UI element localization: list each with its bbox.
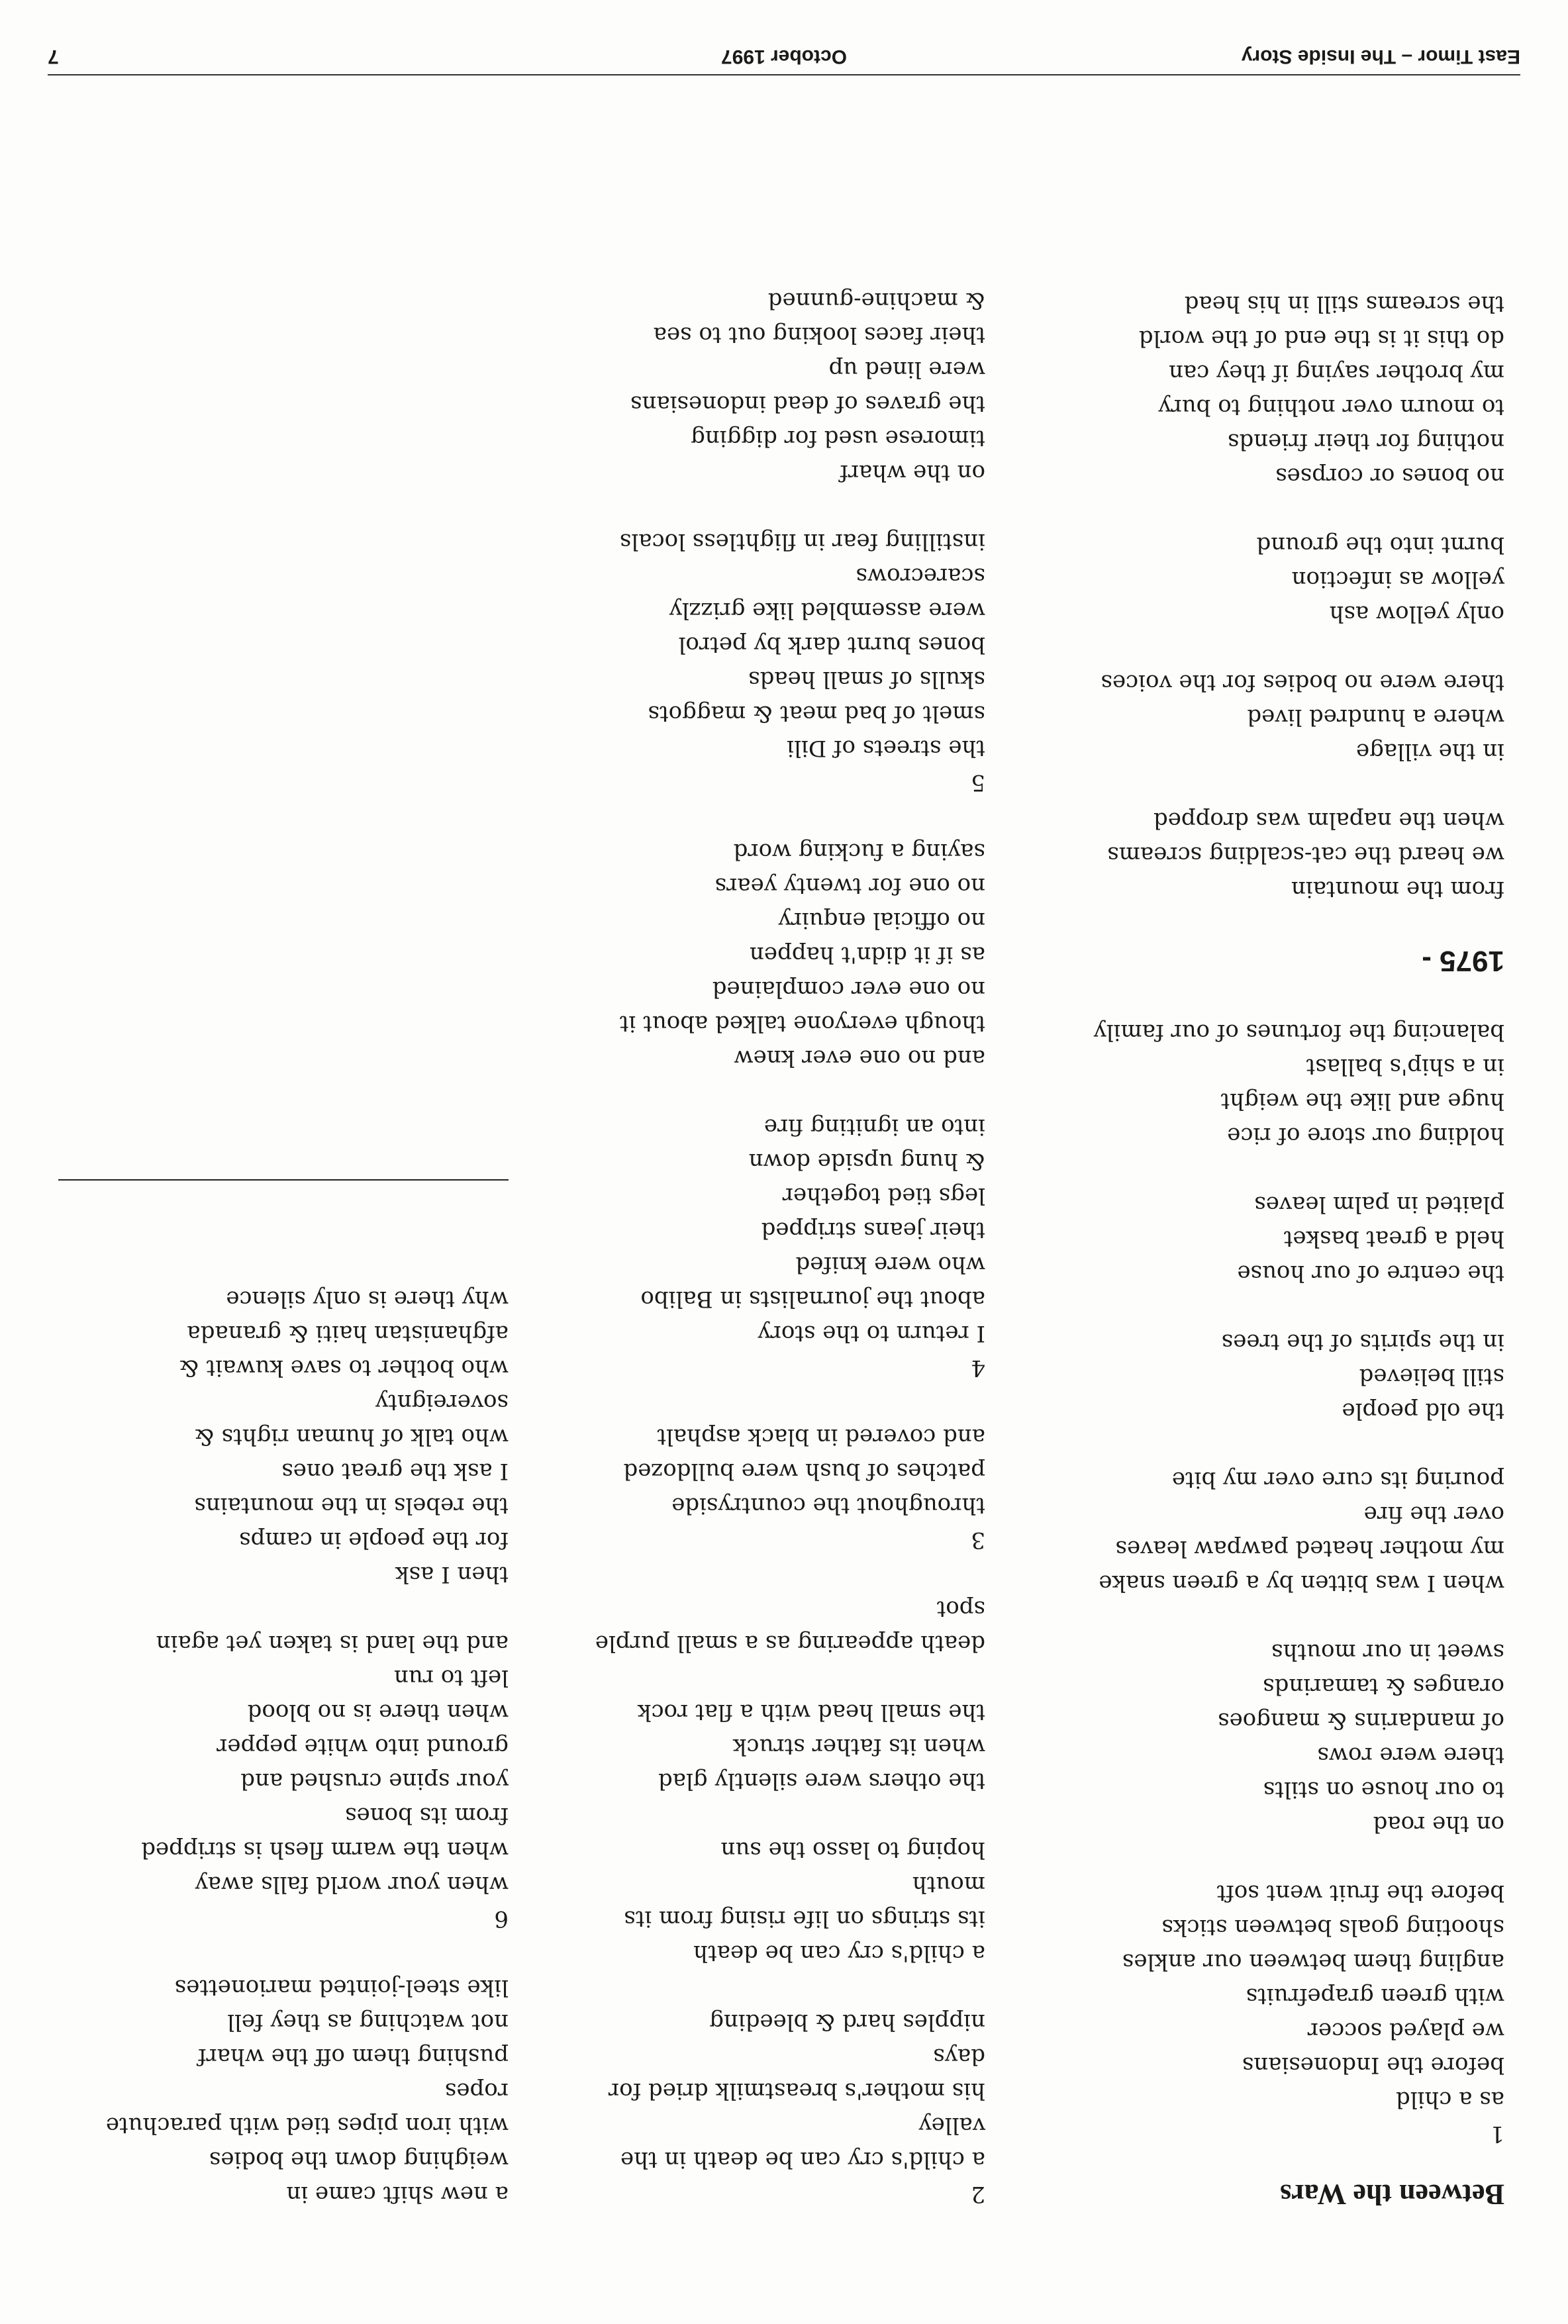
poem-line: the old people bbox=[1342, 1398, 1504, 1424]
stanza-break bbox=[1041, 1153, 1504, 1187]
poem-line: no bones or corpses bbox=[1275, 463, 1504, 489]
poem-line: my mother heated pawpaw leaves bbox=[1115, 1535, 1504, 1562]
stanza-break bbox=[522, 1970, 985, 2005]
column-lines bbox=[522, 283, 985, 2211]
poem-line: then I ask bbox=[395, 1561, 509, 1588]
poem-line: when the napalm was dropped bbox=[1153, 807, 1504, 834]
poem-line: about the journalists in Balibo bbox=[640, 1286, 985, 1312]
poem-line: their jeans stripped bbox=[761, 1217, 985, 1243]
poem-line: of mandarins & mangoes bbox=[1218, 1708, 1504, 1734]
publication-title: East Timor – The Inside Story bbox=[1241, 46, 1520, 68]
poem-line: the centre of our house bbox=[1237, 1260, 1504, 1286]
poem-line: in a ship's ballast bbox=[1306, 1053, 1504, 1080]
poem-line: his mother's breastmilk dried for bbox=[608, 2078, 985, 2104]
column-lines bbox=[45, 1282, 509, 2211]
stanza-break bbox=[1041, 981, 1504, 1015]
footer-rule bbox=[48, 74, 1520, 75]
poem-line: plaited in palm leaves bbox=[1254, 1191, 1504, 1218]
poem-line: I return to the story bbox=[758, 1320, 985, 1347]
poem-line: ropes bbox=[444, 2078, 509, 2104]
poem-line: patches of bush were bulldozed bbox=[623, 1458, 985, 1484]
poem-line: spot bbox=[936, 1596, 985, 1622]
poem-line: in the village bbox=[1355, 738, 1504, 765]
stanza-break bbox=[1041, 906, 1504, 941]
poem-line: were assembled like grizzly bbox=[669, 597, 985, 624]
poem-line: when your world falls away bbox=[195, 1871, 509, 1898]
section-number: 4 bbox=[971, 1355, 985, 1381]
poem-line: and no one ever knew bbox=[734, 1045, 985, 1071]
section-number: 2 bbox=[971, 2181, 985, 2207]
poem-line: & hung upside down bbox=[748, 1148, 985, 1175]
poem-line: a child's cry can be death in the bbox=[620, 2147, 985, 2173]
poem-line: on the road bbox=[1373, 1811, 1504, 1837]
stanza-break bbox=[522, 800, 985, 834]
poem-line: weighing down the bodies bbox=[209, 2147, 509, 2173]
poem-line: pushing them off the wharf bbox=[197, 2043, 509, 2070]
poem-line: as if it didn't happen bbox=[750, 942, 985, 968]
poem-line: from the mountain bbox=[1291, 876, 1504, 902]
stanza-break bbox=[1041, 1841, 1504, 1876]
poem-line: as a child bbox=[1395, 2086, 1504, 2113]
poem-line: the rebels in the mountains bbox=[194, 1492, 509, 1519]
issue-date: October 1997 bbox=[720, 46, 848, 68]
poem-line: when the warm flesh is stripped bbox=[141, 1837, 509, 1863]
poem-line: pouring its cure over my bite bbox=[1171, 1467, 1504, 1493]
poem-line: there were no bodies for the voices bbox=[1101, 669, 1504, 696]
poem-line: no one ever complained bbox=[712, 976, 985, 1002]
poem-line: who bother to save kuwait & bbox=[179, 1355, 509, 1381]
poem-line: death appearing as a small purple bbox=[595, 1630, 985, 1657]
poem-line: with green grapefruits bbox=[1246, 1983, 1504, 2009]
poem-line: holding our store of rice bbox=[1227, 1122, 1504, 1149]
poem-line: where a hundred lived bbox=[1247, 704, 1504, 730]
poem-line: days bbox=[933, 2043, 985, 2070]
poem-line: a child's cry can be death bbox=[693, 1940, 985, 1966]
stanza-break bbox=[522, 1075, 985, 1110]
poem-line: afghanistan haiti & granada bbox=[187, 1320, 509, 1347]
poem-line: I ask the great ones bbox=[281, 1458, 509, 1484]
poem-line: oranges & tamarinds bbox=[1263, 1673, 1504, 1700]
poem-line: your spine crushed and bbox=[240, 1768, 509, 1794]
poem-line: skulls of small heads bbox=[748, 666, 985, 693]
poem-line: left to run bbox=[393, 1665, 509, 1691]
poem-line: like steel-jointed marionettes bbox=[174, 1974, 509, 2001]
poem-line: yellow as infection bbox=[1291, 566, 1504, 593]
poem-line: bones burnt dark by petrol bbox=[678, 632, 985, 658]
poem-line: into an igniting fire bbox=[763, 1114, 985, 1140]
poem-line: its strings on life rising from its bbox=[624, 1906, 985, 1932]
poem-line: huge and like the weight bbox=[1220, 1088, 1504, 1114]
poem-column-3 bbox=[45, 1282, 509, 2211]
poem-line: held a great basket bbox=[1283, 1226, 1504, 1252]
poem-line: burnt into the ground bbox=[1256, 532, 1504, 558]
stanza-break bbox=[45, 1592, 509, 1626]
section-number: 5 bbox=[971, 769, 985, 796]
poem-line: for the people in camps bbox=[239, 1527, 509, 1553]
stanza-break bbox=[522, 1557, 985, 1592]
stanza-break bbox=[522, 1661, 985, 1695]
poem-line: do this it is the end of the world bbox=[1138, 325, 1504, 352]
poem-line: on the wharf bbox=[840, 460, 985, 486]
poem-line: before the fruit went soft bbox=[1216, 1880, 1504, 1906]
poem-line: a new shift came in bbox=[286, 2181, 509, 2207]
poem-line: and the land is taken yet again bbox=[156, 1630, 509, 1657]
section-heading: 1975 - bbox=[1422, 945, 1504, 977]
poem-line: ground into white pepper bbox=[217, 1733, 509, 1760]
poem-line: only yellow ash bbox=[1329, 601, 1504, 627]
poem-line: to our house on stilts bbox=[1263, 1776, 1504, 1803]
poem-line: the others were silently glad bbox=[658, 1768, 985, 1794]
poem-line: sovereignty bbox=[375, 1389, 509, 1416]
column-lines bbox=[1041, 287, 1504, 2151]
stanza-break bbox=[1041, 1600, 1504, 1635]
stanza-break bbox=[1041, 1290, 1504, 1325]
page-number: 7 bbox=[48, 46, 59, 68]
poem-line: shooting goals between sticks bbox=[1161, 1914, 1504, 1941]
poem-line: the streets of Dili bbox=[787, 735, 985, 761]
poem-line: timorese used for digging bbox=[691, 425, 985, 452]
section-number: 1 bbox=[1490, 2121, 1504, 2147]
stanza-break bbox=[1041, 769, 1504, 803]
poem-line: balancing the fortunes of our family bbox=[1093, 1019, 1504, 1045]
poem-line: not watching as they fell bbox=[227, 2009, 509, 2035]
poem-line: why there is only silence bbox=[226, 1286, 509, 1312]
stanza-break bbox=[522, 1385, 985, 1420]
poem-line: we played soccer bbox=[1307, 2017, 1504, 2044]
poem-line: & machine-gunned bbox=[767, 287, 985, 314]
poem-line: who talk of human rights & bbox=[194, 1424, 509, 1450]
stanza-break bbox=[1041, 631, 1504, 665]
poem-line: over the fire bbox=[1363, 1501, 1504, 1527]
poem-line: the screams still in his head bbox=[1184, 291, 1504, 317]
column-end-rule bbox=[58, 1179, 509, 1181]
poem-line: mouth bbox=[912, 1871, 985, 1898]
poem-line: smelt of bad meat & maggots bbox=[648, 701, 985, 727]
poem-line: the small head with a flat rock bbox=[637, 1699, 985, 1725]
poem-line: when I was bitten by a green snake bbox=[1099, 1570, 1504, 1596]
poem-title: Between the Wars bbox=[1280, 2178, 1504, 2211]
stanza-break bbox=[45, 1936, 509, 1970]
poem-line: still believed bbox=[1359, 1363, 1504, 1390]
poem-line: valley bbox=[918, 2112, 985, 2139]
stanza-break bbox=[1041, 1428, 1504, 1463]
poem-line: in the spirits of the trees bbox=[1221, 1329, 1504, 1355]
poem-column-1 bbox=[1041, 287, 1504, 2211]
stanza-break bbox=[522, 490, 985, 524]
poem-line: who were knifed bbox=[795, 1251, 985, 1278]
section-number: 3 bbox=[971, 1527, 985, 1553]
poem-line: there were rows bbox=[1317, 1742, 1504, 1768]
poem-line: before the Indonesians bbox=[1242, 2052, 1504, 2078]
poem-line: my brother saying if they can bbox=[1169, 360, 1504, 386]
poem-line: nothing for their friends bbox=[1228, 428, 1504, 455]
stanza-break bbox=[1041, 493, 1504, 528]
poem-line: throughout the countryside bbox=[671, 1492, 985, 1519]
poem-line: instilling fear in flightless locals bbox=[619, 528, 985, 555]
poem-line: though everyone talked about it bbox=[619, 1010, 985, 1037]
poem-line: nipples hard & bleeding bbox=[709, 2009, 985, 2035]
poem-line: sweet in our mouths bbox=[1271, 1639, 1504, 1665]
poem-line: from its bones bbox=[345, 1802, 509, 1829]
poem-line: when there is no blood bbox=[247, 1699, 509, 1725]
poem-line: angling them between our ankles bbox=[1122, 1949, 1504, 1975]
poem-line: and covered in black asphalt bbox=[657, 1424, 985, 1450]
poem-line: with iron pipes tied with parachute bbox=[105, 2112, 509, 2139]
poem-line: the graves of dead indonesians bbox=[630, 391, 985, 417]
poem-line: hoping to lasso the sun bbox=[720, 1837, 985, 1863]
poem-line: we heard the cat-scalding screams bbox=[1107, 842, 1504, 868]
poem-line: no one for twenty years bbox=[714, 873, 985, 899]
poem-line: saying a fucking word bbox=[733, 838, 985, 865]
section-number: 6 bbox=[494, 1906, 509, 1932]
poem-line: when its father struck bbox=[732, 1733, 985, 1760]
poem-line: scarecrows bbox=[856, 563, 985, 589]
poem-line: to mourn over nothing to bury bbox=[1158, 394, 1504, 420]
stanza-break bbox=[522, 1798, 985, 1833]
poem-line: were lined up bbox=[828, 356, 985, 383]
poem-line: no official enquiry bbox=[778, 907, 985, 934]
poem-line: legs tied together bbox=[782, 1183, 985, 1209]
poem-column-2 bbox=[522, 283, 985, 2211]
poem-line: their faces looking out to sea bbox=[653, 322, 985, 348]
